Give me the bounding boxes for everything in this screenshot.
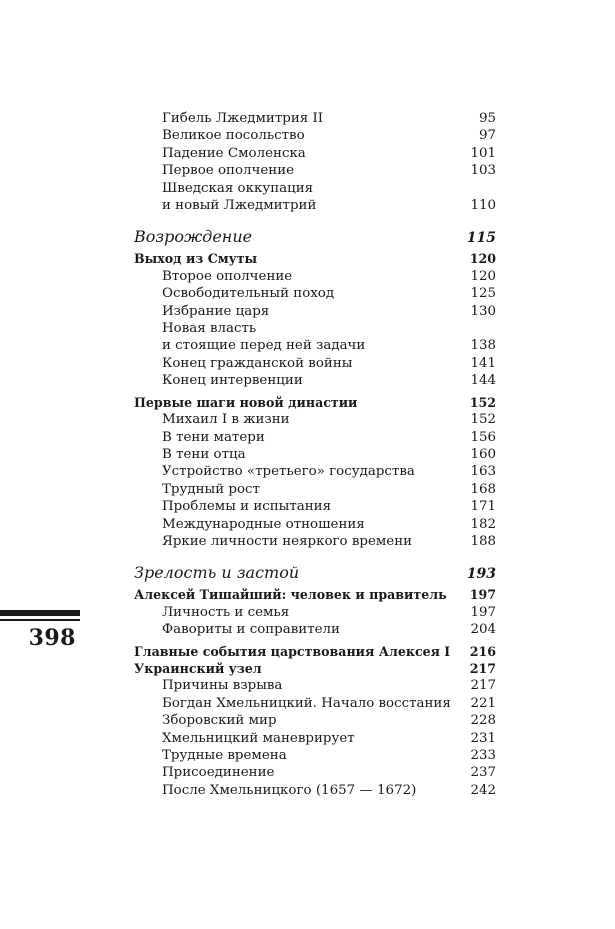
toc-page-number: 115 [466, 230, 496, 247]
toc-item-title: Богдан Хмельницкий. Начало восстания [162, 695, 451, 711]
toc-item-title: В тени матери [162, 429, 265, 445]
toc-part-title: Возрождение [134, 227, 253, 247]
toc-page-number: 110 [470, 198, 496, 214]
toc-item-row [134, 621, 496, 638]
toc-page-number: 231 [470, 730, 496, 746]
toc-item-row [134, 463, 496, 480]
toc-item-title: Гибель Лжедмитрия II [162, 111, 324, 126]
toc-page-number: 163 [470, 464, 496, 480]
toc-item-row [134, 320, 496, 337]
toc-part-row [134, 227, 496, 248]
toc-page-number: 217 [469, 660, 496, 676]
toc-section-title: Алексей Тишайший: человек и правитель [134, 587, 447, 603]
page-number: 398 [28, 624, 76, 651]
toc-item-title: Личность и семья [162, 604, 290, 620]
toc-section-row [134, 586, 496, 603]
toc-item-row [134, 197, 496, 214]
toc-section-row [134, 394, 496, 411]
toc-page-number: 171 [470, 499, 496, 515]
toc-page-number: 156 [470, 429, 496, 445]
toc-section-row [134, 643, 496, 660]
folio-rule-thick [0, 610, 80, 616]
toc-item-row [134, 516, 496, 533]
toc-part-row [134, 563, 496, 584]
toc-item-row [134, 268, 496, 285]
toc-item-title: Великое посольство [162, 128, 305, 144]
toc-page-number: 197 [469, 587, 496, 603]
toc-page-number: 221 [470, 695, 496, 711]
toc-item-title: После Хмельницкого (1657 — 1672) [162, 782, 417, 798]
toc-item-row [134, 695, 496, 712]
toc-part-title: Зрелость и застой [134, 563, 300, 583]
toc-item-title: Второе ополчение [162, 268, 293, 284]
toc-item-row [134, 180, 496, 197]
toc-item-row [134, 127, 496, 144]
toc-item-row [134, 604, 496, 621]
toc-item-title: Присоединение [162, 765, 275, 781]
toc-item-title: Фавориты и соправители [162, 622, 340, 638]
toc-item-title: Международные отношения [162, 516, 365, 532]
toc-item-title: Первое ополчение [162, 163, 295, 179]
toc-item-title: Падение Смоленска [162, 145, 306, 161]
toc-item-title: и новый Лжедмитрий [162, 198, 317, 214]
toc-item-title: Зборовский мир [162, 713, 277, 729]
toc-item-row [134, 285, 496, 302]
toc-item-title: Новая власть [162, 321, 257, 337]
toc-item-title: Освободительный поход [162, 286, 335, 302]
toc-item-row [134, 446, 496, 463]
toc-item-title: Причины взрыва [162, 678, 283, 694]
toc-item-row [134, 730, 496, 747]
toc-page-number: 160 [470, 446, 496, 462]
toc-section-title: Первые шаги новой династии [134, 394, 358, 410]
toc-page-number: 216 [469, 643, 496, 659]
toc-item-row [134, 303, 496, 320]
toc-item-row [134, 747, 496, 764]
toc-page-number: 101 [470, 145, 496, 161]
page-folio [0, 610, 80, 651]
toc-page-number: 204 [470, 622, 496, 638]
toc-page-number: 233 [470, 748, 496, 763]
toc-item-row [134, 110, 496, 127]
toc-item-row [134, 498, 496, 515]
toc-page-number: 228 [470, 713, 496, 729]
toc-section-row [134, 250, 496, 267]
toc-page-number: 141 [470, 355, 496, 371]
toc-item-title: В тени отца [162, 446, 246, 462]
toc-item-row [134, 782, 496, 799]
toc-section-title: Главные события царствования Алексея I [134, 643, 451, 659]
toc-page-number: 188 [470, 533, 496, 549]
toc-page-number: 144 [470, 373, 496, 389]
toc-item-row [134, 162, 496, 179]
toc-item-title: Трудный рост [162, 481, 260, 497]
toc-item-title: Избрание царя [162, 303, 270, 319]
table-of-contents [134, 110, 496, 799]
toc-item-title: Проблемы и испытания [162, 499, 332, 515]
toc-section-row [134, 660, 496, 677]
toc-page-number: 95 [478, 111, 496, 126]
toc-item-title: Конец гражданской войны [162, 355, 353, 371]
toc-section-title: Украинский узел [134, 660, 262, 676]
toc-item-title: Яркие личности неяркого времени [162, 533, 413, 549]
toc-page-number: 138 [470, 338, 496, 354]
toc-item-row [134, 764, 496, 781]
toc-item-row [134, 411, 496, 428]
toc-item-title: Устройство «третьего» государства [162, 464, 415, 480]
toc-page-number: 242 [470, 782, 496, 798]
toc-item-title: и стоящие перед ней задачи [162, 338, 366, 354]
toc-item-row [134, 372, 496, 389]
toc-item-row [134, 337, 496, 354]
toc-item-title: Трудные времена [162, 748, 287, 763]
toc-item-row [134, 429, 496, 446]
toc-page-number: 97 [478, 128, 496, 144]
toc-item-row [134, 533, 496, 550]
toc-page-number: 182 [470, 516, 496, 532]
toc-section-title: Выход из Смуты [134, 251, 258, 267]
toc-item-row [134, 712, 496, 729]
toc-item-title: Михаил I в жизни [162, 412, 290, 428]
toc-page-number: 125 [470, 286, 496, 302]
toc-page-number: 193 [466, 566, 496, 583]
toc-page-number: 120 [470, 268, 496, 284]
toc-item-row [134, 677, 496, 694]
toc-item-title: Конец интервенции [162, 373, 303, 389]
toc-page-number: 120 [469, 251, 496, 267]
toc-page-number: 197 [470, 604, 496, 620]
toc-item-title: Хмельницкий маневрирует [162, 730, 355, 746]
toc-page-number: 168 [470, 481, 496, 497]
toc-page-number: 217 [470, 678, 496, 694]
toc-page-number: 152 [469, 394, 496, 410]
toc-page-number: 152 [470, 412, 496, 428]
folio-rule-thin [0, 619, 80, 621]
toc-page-number: 103 [470, 163, 496, 179]
toc-page-number: 130 [470, 303, 496, 319]
toc-item-row [134, 355, 496, 372]
toc-item-title: Шведская оккупация [162, 180, 314, 196]
toc-item-row [134, 145, 496, 162]
toc-page-number: 237 [470, 765, 496, 781]
toc-item-row [134, 481, 496, 498]
